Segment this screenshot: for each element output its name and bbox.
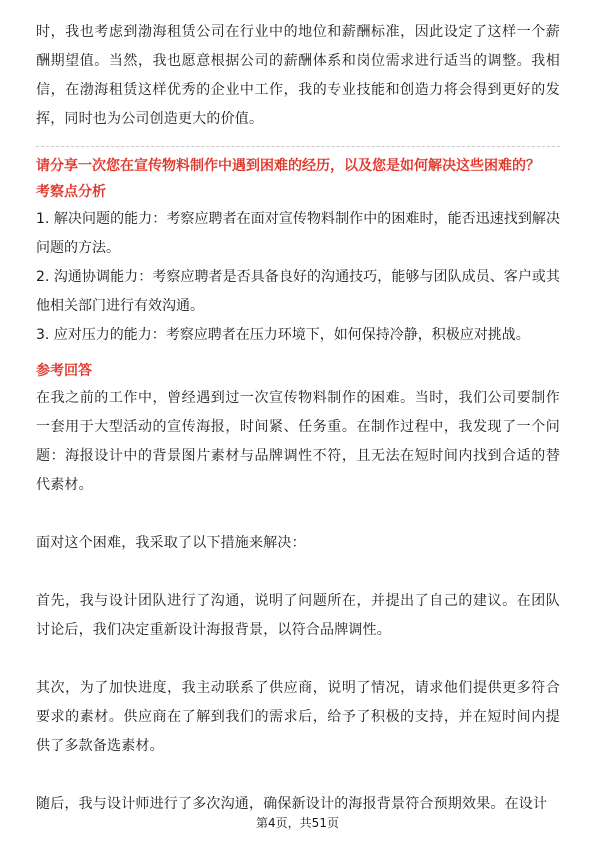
analysis-heading: 考察点分析 (36, 184, 106, 200)
document-page (36, 18, 560, 819)
answer-paragraph-4: 其次，为了加快进度，我主动联系了供应商，说明了情况，请求他们提供更多符合要求的素材。供应商在了解到我们的需求后，给予了积极的支持，并在短时间内提供了多款备选素材。 (36, 680, 560, 754)
answer-paragraph-1: 在我之前的工作中，曾经遇到过一次宣传物料制作的困难。当时，我们公司要制作一套用于大型活动的宣传海报，时间紧、任务重。在制作过程中，我发现了一个问题：海报设计中的背景图片素材与品牌调性不符，且无法在短时间内找到合适的替代素材。 (36, 390, 560, 493)
analysis-item-1: 1. 解决问题的能力：考察应聘者在面对宣传物料制作中的困难时，能否迅速找到解决问题的方法。 (36, 211, 560, 256)
section-divider (36, 146, 560, 147)
intro-paragraph: 时，我也考虑到渤海租赁公司在行业中的地位和薪酬标准，因此设定了这样一个薪酬期望值。当然，我也愿意根据公司的薪酬体系和岗位需求进行适当的调整。我相信，在渤海租赁这样优秀的企业中工作，我的专业技能和创造力将会得到更好的发挥，同时也为公司创造更大的价值。 (36, 24, 560, 127)
analysis-item-3: 3. 应对压力的能力：考察应聘者在压力环境下，如何保持冷静，积极应对挑战。 (36, 327, 530, 343)
interview-question: 请分享一次您在宣传物料制作中遇到困难的经历，以及您是如何解决这些困难的？ (36, 158, 540, 174)
page-footer: 第4页，共51页 (256, 816, 339, 830)
answer-paragraph-2: 面对这个困难，我采取了以下措施来解决： (36, 535, 306, 551)
analysis-item-2: 2. 沟通协调能力：考察应聘者是否具备良好的沟通技巧，能够与团队成员、客户或其他相关部门进行有效沟通。 (36, 269, 560, 314)
answer-paragraph-3: 首先，我与设计团队进行了沟通，说明了问题所在，并提出了自己的建议。在团队讨论后，我们决定重新设计海报背景，以符合品牌调性。 (36, 593, 560, 638)
answer-paragraph-5: 随后，我与设计师进行了多次沟通，确保新设计的海报背景符合预期效果。在设计 (36, 796, 548, 812)
answer-heading: 参考回答 (36, 363, 92, 379)
